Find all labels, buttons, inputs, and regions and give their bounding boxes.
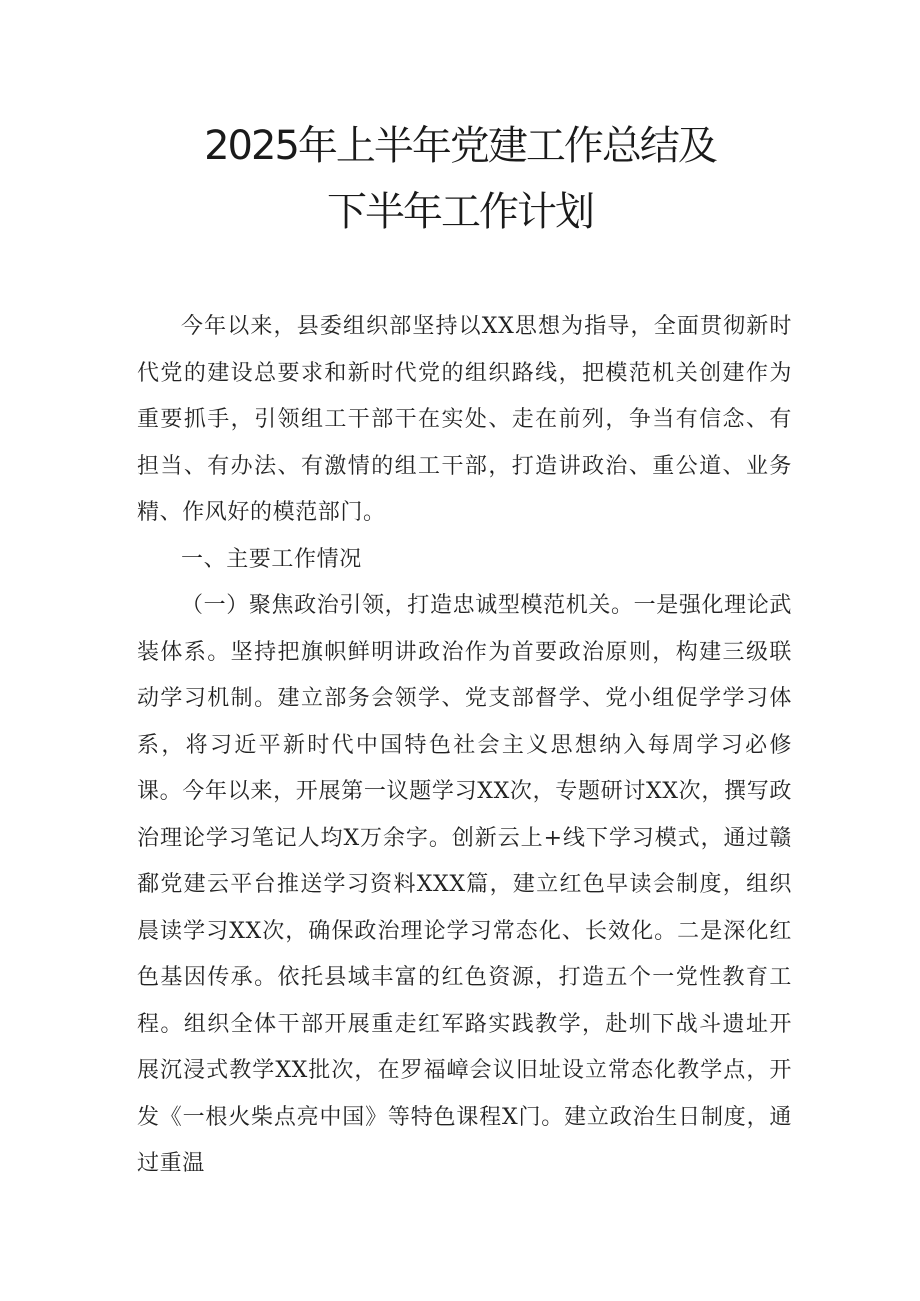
section-paragraph: （一）聚焦政治引领，打造忠诚型模范机关。一是强化理论武装体系。坚持把旗帜鲜明讲政治作为首要政治原则，构建三级联动学习机制。建立部务会领学、党支部督学、党小组促学学习体系，将习近平新时代中国特色社会主义思想纳入每周学习必修课。今年以来，开展第一议题学习XX次，专题研讨XX次，撰写政治理论学习笔记人均X万余字。创新云上+线下学习模式，通过赣鄱党建云平台推送学习资料XXX篇，建立红色早读会制度，组织晨读学习XX次，确保政治理论学习常态化、长效化。二是深化红色基因传承。依托县域丰富的红色资源，打造五个一党性教育工程。组织全体干部开展重走红军路实践教学，赴圳下战斗遗址开展沉浸式教学XX批次，在罗福嶂会议旧址设立常态化教学点，开发《一根火柴点亮中国》等特色课程X门。建立政治生日制度，通过重温 [137, 593, 792, 1176]
section-heading: 一、主要工作情况 [181, 546, 362, 572]
document-title-line-1: 2025年上半年党建工作总结及 [204, 123, 716, 169]
intro-paragraph: 今年以来，县委组织部坚持以XX思想为指导，全面贯彻新时代党的建设总要求和新时代党的组织路线，把模范机关创建作为重要抓手，引领组工干部干在实处、走在前列，争当有信念、有担当、有办法、有激情的组工干部，打造讲政治、重公道、业务精、作风好的模范部门。 [137, 314, 792, 525]
document-body [137, 304, 792, 1188]
document-title-line-2: 下半年工作计划 [327, 189, 593, 235]
